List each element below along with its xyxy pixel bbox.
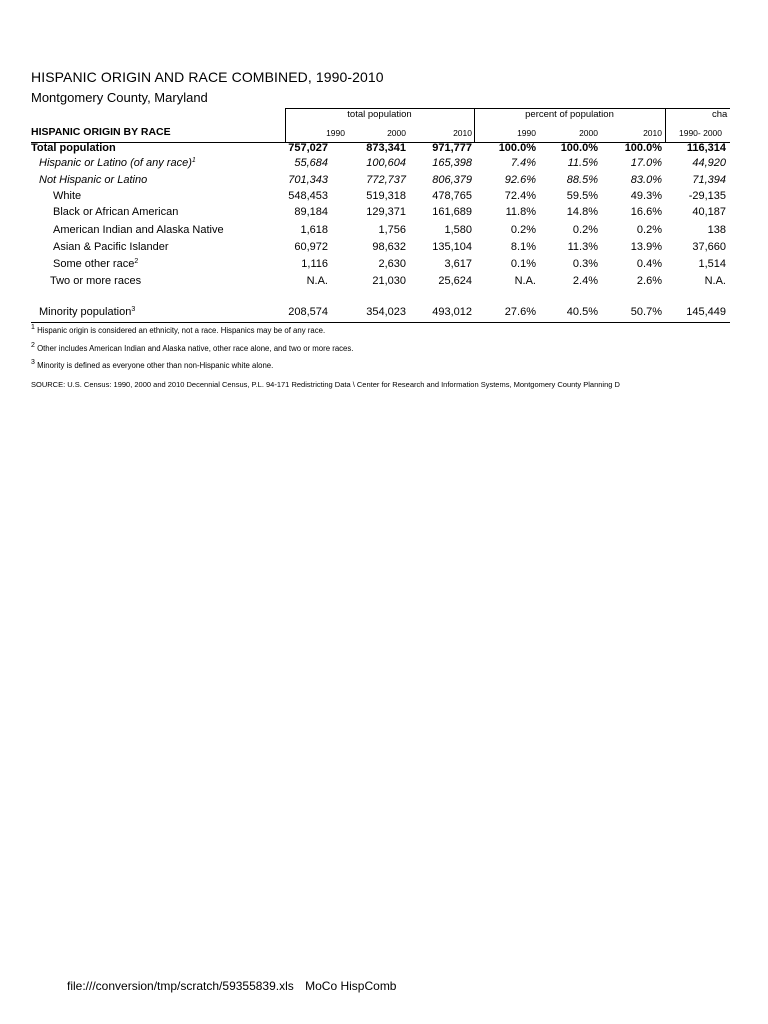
table-cell: 1,618 bbox=[300, 224, 328, 236]
table-cell: 701,343 bbox=[288, 174, 328, 186]
footer-file-path: file:///conversion/tmp/scratch/59355839.xls bbox=[67, 979, 294, 993]
table-cell: 44,920 bbox=[692, 157, 726, 169]
table-cell: 0.3% bbox=[572, 258, 598, 270]
table-cell: 13.9% bbox=[630, 241, 662, 253]
table-row bbox=[0, 142, 768, 158]
table-cell: 59.5% bbox=[566, 190, 598, 202]
table-cell: 548,453 bbox=[288, 190, 328, 202]
table-cell: 116,314 bbox=[686, 142, 726, 154]
table-cell: 72.4% bbox=[504, 190, 536, 202]
table-cell: 145,449 bbox=[686, 306, 726, 318]
row-label: American Indian and Alaska Native bbox=[53, 224, 224, 236]
row-label: Not Hispanic or Latino bbox=[39, 174, 148, 186]
table-row bbox=[0, 190, 768, 206]
table-cell: 50.7% bbox=[630, 306, 662, 318]
table-cell: 98,632 bbox=[372, 241, 406, 253]
table-cell: 0.4% bbox=[636, 258, 662, 270]
table-cell: 11.8% bbox=[505, 206, 536, 218]
footnote-1: $^1$ Hispanic origin is considered an ethnicity, not a race. Hispanics may be of any race. bbox=[31, 324, 326, 335]
table-cell: 493,012 bbox=[432, 306, 472, 318]
table-cell: 100,604 bbox=[366, 157, 406, 169]
page-footer bbox=[67, 979, 404, 993]
table-cell: 100.0% bbox=[560, 142, 598, 154]
footnote-3: $^3$ Minority is defined as everyone other than non-Hispanic white alone. bbox=[31, 359, 274, 370]
table-cell: 49.3% bbox=[630, 190, 662, 202]
table-cell: 757,027 bbox=[288, 142, 328, 154]
table-row bbox=[0, 157, 768, 173]
table-cell: 873,341 bbox=[366, 142, 406, 154]
table-cell: 2.6% bbox=[636, 275, 662, 287]
row-label: Total population bbox=[31, 142, 116, 154]
table-cell: 971,777 bbox=[432, 142, 472, 154]
row-label: Two or more races bbox=[50, 275, 142, 287]
year-header: 1990 bbox=[517, 128, 536, 138]
table-cell: -29,135 bbox=[688, 190, 726, 202]
year-header: 2000 bbox=[579, 128, 598, 138]
group-header-percent: percent of population bbox=[525, 109, 614, 120]
table-cell: 88.5% bbox=[566, 174, 598, 186]
table-cell: 129,371 bbox=[366, 206, 406, 218]
table-cell: 8.1% bbox=[510, 241, 536, 253]
table-cell: 478,765 bbox=[432, 190, 472, 202]
table-cell: N.A. bbox=[306, 275, 328, 287]
table-cell: 208,574 bbox=[288, 306, 328, 318]
table-cell: 806,379 bbox=[432, 174, 472, 186]
table-cell: 60,972 bbox=[294, 241, 328, 253]
table-row bbox=[0, 174, 768, 190]
table-cell: 3,617 bbox=[444, 258, 472, 270]
table-cell: 55,684 bbox=[294, 157, 328, 169]
table-cell: 100.0% bbox=[624, 142, 662, 154]
table-bottom-rule bbox=[31, 322, 730, 323]
table-cell: 27.6% bbox=[504, 306, 536, 318]
table-cell: 135,104 bbox=[432, 241, 472, 253]
table-cell: 14.8% bbox=[566, 206, 598, 218]
group-header-change: cha bbox=[712, 109, 728, 120]
table-title: HISPANIC ORIGIN AND RACE COMBINED, 1990-2010 bbox=[31, 69, 384, 85]
group-header-total: total population bbox=[347, 109, 412, 120]
table-cell: 1,116 bbox=[301, 258, 328, 270]
table-cell: 11.3% bbox=[567, 241, 598, 253]
year-header: 1990 bbox=[326, 128, 345, 138]
row-label: White bbox=[53, 190, 82, 202]
year-header: 1990- 2000 bbox=[679, 128, 723, 138]
table-cell: 0.2% bbox=[510, 224, 536, 236]
table-cell: N.A. bbox=[704, 275, 726, 287]
table-cell: 0.1% bbox=[510, 258, 536, 270]
table-cell: 17.0% bbox=[630, 157, 662, 169]
row-label: Minority population$^3$ bbox=[39, 306, 136, 318]
footer-sheet-name: MoCo HispComb bbox=[305, 979, 397, 993]
table-cell: 40,187 bbox=[692, 206, 726, 218]
table-row bbox=[0, 206, 768, 222]
table-cell: 89,184 bbox=[294, 206, 328, 218]
table-cell: 71,394 bbox=[692, 174, 726, 186]
table-cell: 40.5% bbox=[566, 306, 598, 318]
table-cell: 1,756 bbox=[378, 224, 406, 236]
table-row bbox=[0, 258, 768, 274]
table-cell: 138 bbox=[707, 224, 726, 236]
row-label: Asian & Pacific Islander bbox=[53, 241, 169, 253]
table-cell: 0.2% bbox=[572, 224, 598, 236]
row-label: Black or African American bbox=[53, 206, 179, 218]
year-header: 2010 bbox=[643, 128, 662, 138]
table-cell: 2.4% bbox=[572, 275, 598, 287]
table-row bbox=[0, 275, 768, 291]
table-cell: 11.5% bbox=[567, 157, 598, 169]
table-cell: 519,318 bbox=[366, 190, 406, 202]
table-cell: 7.4% bbox=[510, 157, 536, 169]
table-cell: 0.2% bbox=[636, 224, 662, 236]
table-cell: 83.0% bbox=[630, 174, 662, 186]
row-header-label: HISPANIC ORIGIN BY RACE bbox=[31, 126, 171, 138]
table-cell: 37,660 bbox=[692, 241, 726, 253]
table-cell: 25,624 bbox=[438, 275, 472, 287]
table-cell: 1,514 bbox=[698, 258, 726, 270]
table-cell: 165,398 bbox=[432, 157, 472, 169]
table-cell: 772,737 bbox=[366, 174, 406, 186]
table-cell: 100.0% bbox=[498, 142, 536, 154]
row-label: Some other race$^2$ bbox=[53, 258, 139, 270]
table-cell: 354,023 bbox=[366, 306, 406, 318]
footnote-2: $^2$ Other includes American Indian and Alaska native, other race alone, and two or more races. bbox=[31, 342, 354, 353]
table-row bbox=[0, 241, 768, 257]
table-subtitle: Montgomery County, Maryland bbox=[31, 90, 208, 105]
year-header: 2010 bbox=[453, 128, 472, 138]
source-note: SOURCE: U.S. Census: 1990, 2000 and 2010 Decennial Census, P.L. 94-171 Redistricting Data \ Center for Research and Information Systems, Montgomery County Planning D bbox=[31, 380, 620, 389]
year-header: 2000 bbox=[387, 128, 406, 138]
header-divider bbox=[665, 108, 666, 142]
table-cell: N.A. bbox=[514, 275, 536, 287]
table-row bbox=[0, 306, 768, 322]
table-cell: 92.6% bbox=[504, 174, 536, 186]
table-cell: 21,030 bbox=[372, 275, 406, 287]
row-label: Hispanic or Latino (of any race)$^1$ bbox=[39, 157, 196, 169]
table-cell: 1,580 bbox=[444, 224, 472, 236]
table-cell: 2,630 bbox=[378, 258, 406, 270]
table-row bbox=[0, 224, 768, 240]
table-cell: 161,689 bbox=[432, 206, 472, 218]
table-cell: 16.6% bbox=[630, 206, 662, 218]
